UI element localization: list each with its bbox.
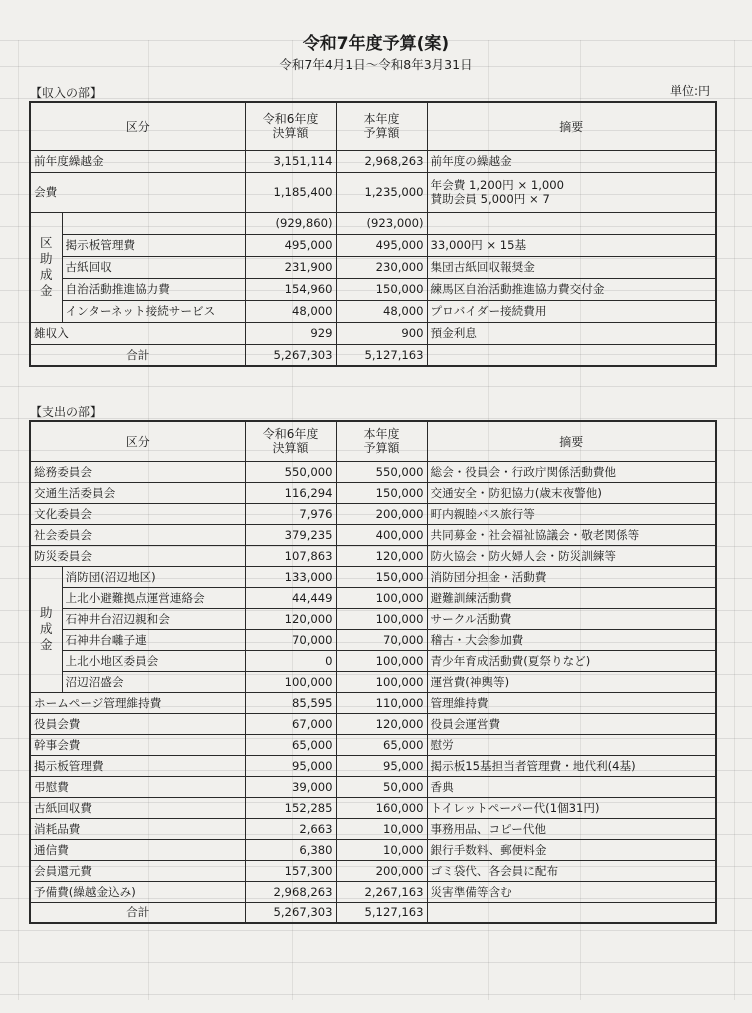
expense-header-summary: 摘要 [427,421,716,461]
curr-value: 110,000 [336,692,427,713]
table-row [30,278,716,300]
table-row [30,608,716,629]
curr-total: 5,127,163 [336,902,427,923]
prev-value: 107,863 [245,545,336,566]
prev-value: 44,449 [245,587,336,608]
table-row [30,587,716,608]
prev-value: 95,000 [245,755,336,776]
table-row [30,881,716,902]
income-section-label: 【収入の部】 [30,86,103,100]
curr-value: 70,000 [336,629,427,650]
curr-value: 100,000 [336,650,427,671]
curr-value: 65,000 [336,734,427,755]
prev-value: 2,663 [245,818,336,839]
curr-value: 150,000 [336,566,427,587]
row-label: 総務委員会 [30,461,245,482]
row-label: 会費 [30,172,245,212]
prev-value: 100,000 [245,671,336,692]
table-row [30,172,716,212]
subtotal-note-empty [427,212,716,234]
prev-value: 48,000 [245,300,336,322]
row-note: 町内親睦バス旅行等 [427,503,716,524]
prev-value: 495,000 [245,234,336,256]
income-header-summary: 摘要 [427,102,716,150]
expense-section-label: 【支出の部】 [30,405,103,419]
curr-value: 120,000 [336,545,427,566]
row-label: 掲示板管理費 [62,234,245,256]
row-label: 上北小地区委員会 [62,650,245,671]
curr-value: 2,267,163 [336,881,427,902]
table-row [30,797,716,818]
curr-value: 230,000 [336,256,427,278]
subtotal-label-empty [62,212,245,234]
curr-value: 120,000 [336,713,427,734]
table-row [30,671,716,692]
income-header-category: 区分 [30,102,245,150]
income-table [29,101,717,367]
prev-value: 2,968,263 [245,881,336,902]
income-header-curr: 本年度 予算額 [336,102,427,150]
curr-value: 95,000 [336,755,427,776]
row-note: 事務用品、コピー代他 [427,818,716,839]
total-note-empty [427,344,716,366]
expense-header-category: 区分 [30,421,245,461]
row-note: 33,000円 × 15基 [427,234,716,256]
curr-value: 1,235,000 [336,172,427,212]
table-row [30,300,716,322]
row-note: 交通安全・防犯協力(歳末夜警他) [427,482,716,503]
row-note: 集団古紙回収報奨金 [427,256,716,278]
row-note: ゴミ袋代、各会員に配布 [427,860,716,881]
prev-value: 152,285 [245,797,336,818]
subsidy-group-label [30,212,62,322]
curr-value: 10,000 [336,818,427,839]
prev-value: 70,000 [245,629,336,650]
row-note: 年会費 1,200円 × 1,000 賛助会員 5,000円 × 7 [427,172,716,212]
table-row [30,234,716,256]
row-note: 慰労 [427,734,716,755]
prev-value: 7,976 [245,503,336,524]
row-note: 運営費(神輿等) [427,671,716,692]
prev-value: 929 [245,322,336,344]
row-label: 雑収入 [30,322,245,344]
curr-value: 150,000 [336,278,427,300]
prev-value: 379,235 [245,524,336,545]
expense-header-prev: 令和6年度 決算額 [245,421,336,461]
curr-value: 400,000 [336,524,427,545]
row-label: 幹事会費 [30,734,245,755]
row-note: サークル活動費 [427,608,716,629]
row-note: 練馬区自治活動推進協力費交付金 [427,278,716,300]
prev-value: 157,300 [245,860,336,881]
table-row [30,860,716,881]
row-label: 自治活動推進協力費 [62,278,245,300]
curr-value: 50,000 [336,776,427,797]
row-label: 古紙回収費 [30,797,245,818]
row-note: 前年度の繰越金 [427,150,716,172]
table-row [30,461,716,482]
expense-subsidy-group-label [30,566,62,692]
row-label: 沼辺沼盛会 [62,671,245,692]
row-label: 通信費 [30,839,245,860]
row-note: 避難訓練活動費 [427,587,716,608]
curr-value: 200,000 [336,503,427,524]
row-label: 消防団(沼辺地区) [62,566,245,587]
prev-value: 6,380 [245,839,336,860]
row-note: 消防団分担金・活動費 [427,566,716,587]
prev-value: 85,595 [245,692,336,713]
curr-value: 160,000 [336,797,427,818]
table-row [30,839,716,860]
prev-value: 65,000 [245,734,336,755]
prev-value: 67,000 [245,713,336,734]
row-label: 前年度繰越金 [30,150,245,172]
row-note: 管理維持費 [427,692,716,713]
expense-table [29,420,717,924]
row-label: 交通生活委員会 [30,482,245,503]
row-note: 総会・役員会・行政庁関係活動費他 [427,461,716,482]
fiscal-period: 令和7年4月1日～令和8年3月31日 [279,57,473,72]
row-label: 予備費(繰越金込み) [30,881,245,902]
prev-value: 3,151,114 [245,150,336,172]
row-note: 共同募金・社会福祉協議会・敬老関係等 [427,524,716,545]
unit-label: 単位:円 [669,84,710,98]
row-label: 古紙回収 [62,256,245,278]
table-row [30,755,716,776]
curr-value: 900 [336,322,427,344]
row-note: 青少年育成活動費(夏祭りなど) [427,650,716,671]
row-note: 防火協会・防火婦人会・防災訓練等 [427,545,716,566]
curr-subtotal: (923,000) [336,212,427,234]
curr-value: 150,000 [336,482,427,503]
table-row [30,150,716,172]
table-row [30,734,716,755]
bleed-title [230,0,530,25]
row-label: 弔慰費 [30,776,245,797]
row-note: 災害準備等含む [427,881,716,902]
prev-value: 550,000 [245,461,336,482]
prev-value: 116,294 [245,482,336,503]
document-title: 令和7年度予算(案) [302,34,450,54]
row-note: プロバイダー接続費用 [427,300,716,322]
table-row [30,629,716,650]
row-label: 防災委員会 [30,545,245,566]
total-label: 合計 [30,344,245,366]
prev-total: 5,267,303 [245,344,336,366]
row-label: 石神井台沼辺親和会 [62,608,245,629]
row-label: 文化委員会 [30,503,245,524]
prev-value: 0 [245,650,336,671]
total-label: 合計 [30,902,245,923]
curr-value: 10,000 [336,839,427,860]
row-label: 上北小避難拠点運営連絡会 [62,587,245,608]
row-note: 銀行手数料、郵便料金 [427,839,716,860]
row-note: 掲示板15基担当者管理費・地代利(4基) [427,755,716,776]
row-label: 会員還元費 [30,860,245,881]
curr-value: 2,968,263 [336,150,427,172]
prev-value: 120,000 [245,608,336,629]
curr-value: 100,000 [336,671,427,692]
prev-value: 154,960 [245,278,336,300]
row-label: 石神井台囃子連 [62,629,245,650]
table-row [30,482,716,503]
table-row [30,650,716,671]
prev-value: 39,000 [245,776,336,797]
expense-header-curr: 本年度 予算額 [336,421,427,461]
table-row [30,818,716,839]
income-header-prev: 令和6年度 決算額 [245,102,336,150]
row-label: 役員会費 [30,713,245,734]
table-row [30,503,716,524]
total-note-empty [427,902,716,923]
prev-value: 231,900 [245,256,336,278]
row-note: 香典 [427,776,716,797]
row-label: インターネット接続サービス [62,300,245,322]
prev-subtotal: (929,860) [245,212,336,234]
table-row [30,566,716,587]
row-label: 消耗品費 [30,818,245,839]
prev-total: 5,267,303 [245,902,336,923]
row-note: 稽古・大会参加費 [427,629,716,650]
curr-total: 5,127,163 [336,344,427,366]
table-row [30,524,716,545]
curr-value: 100,000 [336,587,427,608]
curr-value: 200,000 [336,860,427,881]
table-row [30,545,716,566]
table-row [30,322,716,344]
income-total-row [30,344,716,366]
row-label: 社会委員会 [30,524,245,545]
expense-total-row [30,902,716,923]
row-label: ホームページ管理維持費 [30,692,245,713]
row-label: 掲示板管理費 [30,755,245,776]
curr-value: 100,000 [336,608,427,629]
row-note: 役員会運営費 [427,713,716,734]
expense-header-row [30,421,716,461]
table-row [30,713,716,734]
group-label-text: 助成金 [39,605,53,652]
subsidy-subtotal-row [30,212,716,234]
table-row [30,256,716,278]
table-row [30,692,716,713]
prev-value: 1,185,400 [245,172,336,212]
group-label-text: 区助成金 [39,235,53,298]
row-note: 預金利息 [427,322,716,344]
curr-value: 550,000 [336,461,427,482]
prev-value: 133,000 [245,566,336,587]
curr-value: 48,000 [336,300,427,322]
row-note: トイレットペーパー代(1個31円) [427,797,716,818]
curr-value: 495,000 [336,234,427,256]
table-row [30,776,716,797]
income-header-row [30,102,716,150]
